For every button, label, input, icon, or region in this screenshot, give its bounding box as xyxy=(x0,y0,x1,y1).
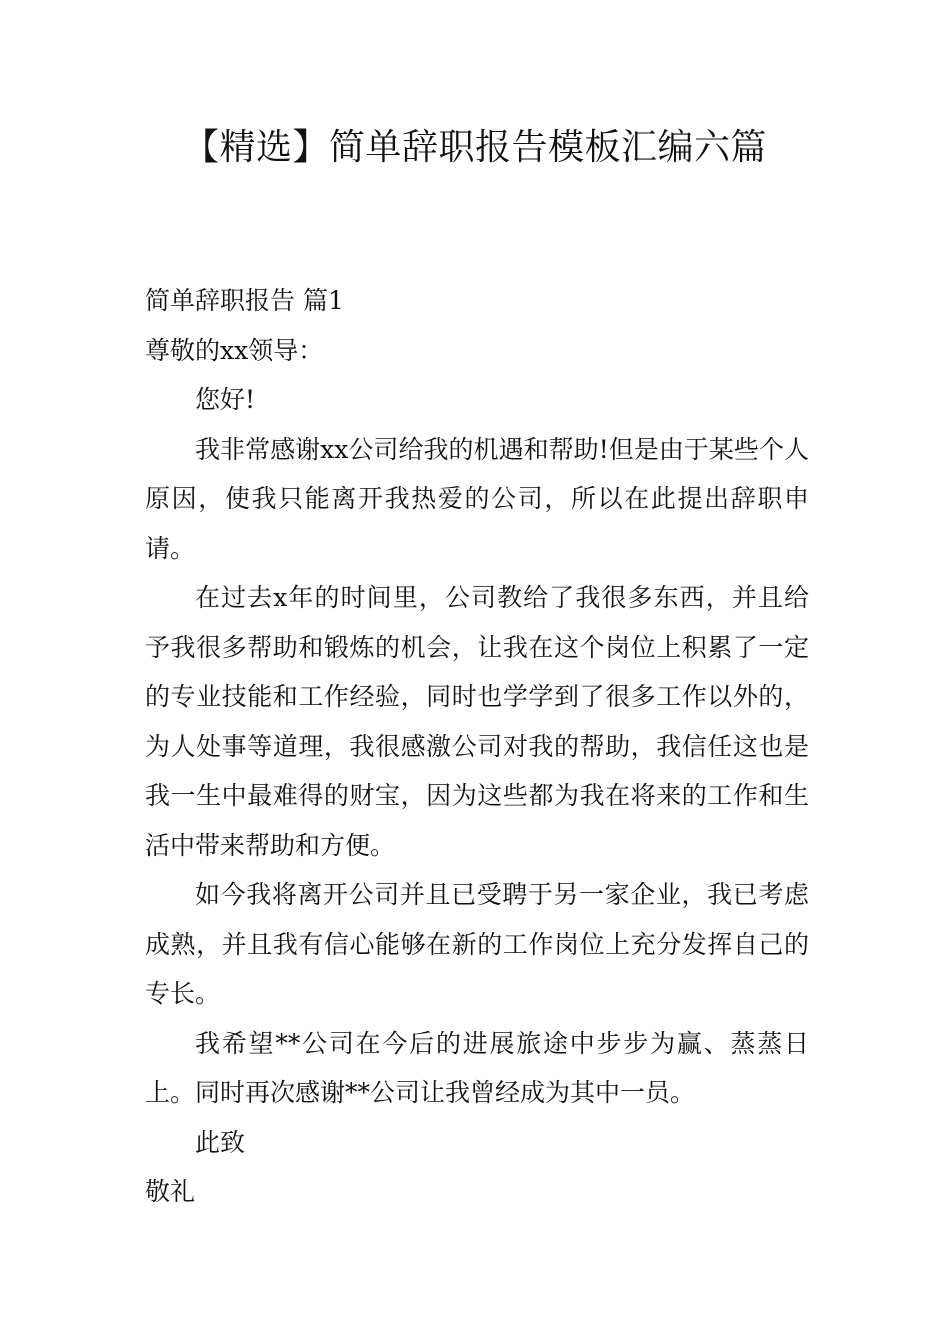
paragraph: 我非常感谢xx公司给我的机遇和帮助!但是由于某些个人原因，使我只能离开我热爱的公司，所以在此提出辞职申请。 xyxy=(145,434,809,563)
closing-line: 此致 xyxy=(195,1127,246,1157)
greeting: 您好! xyxy=(195,385,256,414)
paragraph: 如今我将离开公司并且已受聘于另一家企业，我已考虑成熟，并且我有信心能够在新的工作岗位上充分发挥自己的专长。 xyxy=(145,880,809,1008)
closing-regards: 敬礼 xyxy=(145,1177,196,1206)
salutation: 尊敬的xx领导： xyxy=(145,335,324,365)
document-title: 【精选】简单辞职报告模板汇编六篇 xyxy=(182,127,767,168)
section-heading: 简单辞职报告 篇1 xyxy=(145,286,344,315)
paragraph: 我希望**公司在今后的进展旅途中步步为赢、蒸蒸日上。同时再次感谢**公司让我曾经成为其中一员。 xyxy=(145,1028,809,1107)
document-body xyxy=(145,276,809,1217)
paragraph: 在过去x年的时间里，公司教给了我很多东西，并且给予我很多帮助和锻炼的机会，让我在这个岗位上积累了一定的专业技能和工作经验，同时也学学到了很多工作以外的，为人处事等道理，我很感激公司对我的帮助，我信任这也是我一生中最难得的财宝，因为这些都为我在将来的工作和生活中带来帮助和方便。 xyxy=(145,583,809,860)
